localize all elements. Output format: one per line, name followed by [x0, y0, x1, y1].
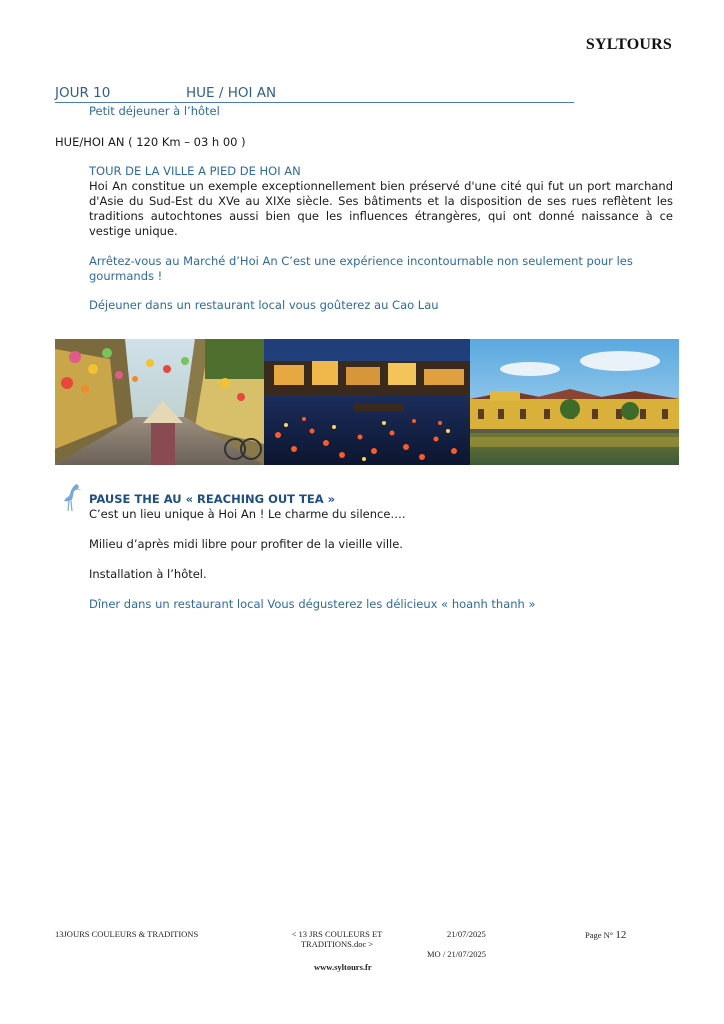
tour-title: TOUR DE LA VILLE A PIED DE HOI AN: [89, 164, 301, 178]
riverside-houses-photo: [470, 339, 679, 465]
afternoon-text: Milieu d’après midi libre pour profiter de la vieille ville.: [89, 537, 403, 551]
dinner-text: Dîner dans un restaurant local Vous dégusterez les délicieux « hoanh thanh »: [89, 597, 536, 611]
pause-title: PAUSE THE AU « REACHING OUT TEA »: [89, 492, 336, 506]
footer-website: www.syltours.fr: [314, 962, 372, 972]
footer-doc-line2: TRADITIONS.doc >: [300, 939, 374, 949]
footer-program-title: 13JOURS COULEURS & TRADITIONS: [55, 929, 199, 939]
pause-text: C’est un lieu unique à Hoi An ! Le charme du silence….: [89, 507, 406, 521]
day-title-bar: [55, 85, 574, 103]
hotel-text: Installation à l’hôtel.: [89, 567, 207, 581]
page-label: Page N°: [585, 930, 614, 940]
heron-icon: [60, 482, 82, 512]
footer-page: [585, 930, 626, 940]
tour-description: Hoi An constitue un exemple exceptionnellement bien préservé d'une cité qui fut un port marchand d'Asie du Sud-Est du XVe au XIXe siècle. Ses bâtiments et la disposition de ses rues reflètent les traditions autochtones aussi bien que les influences étrangères, qui ont donné naissance à ce vestige unique.: [89, 179, 673, 238]
transfer-text: HUE/HOI AN ( 120 Km – 03 h 00 ): [55, 135, 246, 149]
photo-strip: [55, 339, 679, 465]
day-number: JOUR 10: [55, 85, 111, 101]
brand-logo-text: SYLTOURS: [585, 36, 672, 53]
lantern-street-photo: [55, 339, 264, 465]
breakfast-text: Petit déjeuner à l’hôtel: [89, 104, 220, 118]
day-route: HUE / HOI AN: [186, 85, 277, 101]
page-number: 12: [615, 929, 627, 941]
lunch-text: Déjeuner dans un restaurant local vous goûterez au Cao Lau: [89, 298, 439, 312]
footer-doc-line1: < 13 JRS COULEURS ET: [291, 929, 383, 939]
footer-date: 21/07/2025: [447, 929, 486, 939]
market-text: Arrêtez-vous au Marché d’Hoi An C’est une expérience incontournable non seulement pour les gourmands !: [89, 254, 633, 283]
footer-modified: MO / 21/07/2025: [427, 949, 487, 959]
night-river-lanterns-photo: [264, 339, 470, 465]
footer-document-name: [280, 929, 394, 949]
